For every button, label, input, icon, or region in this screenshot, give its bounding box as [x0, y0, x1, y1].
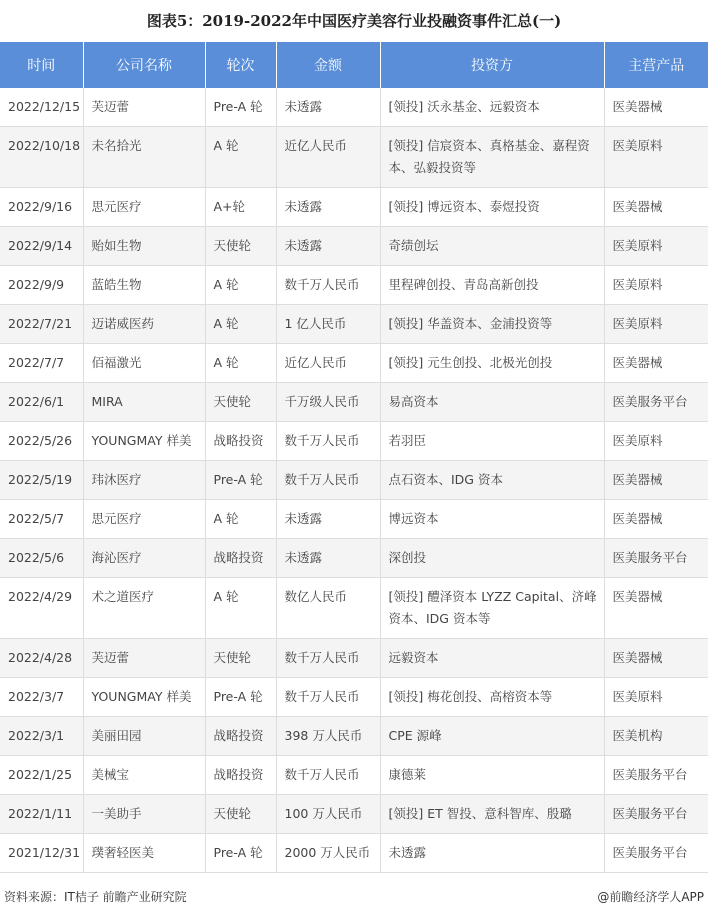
table-cell: 2000 万人民币 — [276, 834, 380, 873]
table-cell: 未透露 — [276, 188, 380, 227]
table-cell: 一美助手 — [83, 795, 205, 834]
table-cell: 美丽田园 — [83, 717, 205, 756]
table-row — [0, 188, 708, 227]
table-cell: MIRA — [83, 383, 205, 422]
table-cell: 2022/9/14 — [0, 227, 83, 266]
table-cell: 2022/9/16 — [0, 188, 83, 227]
table-row — [0, 539, 708, 578]
table-cell: A 轮 — [205, 344, 276, 383]
table-cell: 思元医疗 — [83, 500, 205, 539]
table-cell: Pre-A 轮 — [205, 88, 276, 127]
table-cell: 2022/1/11 — [0, 795, 83, 834]
table-cell: 易高资本 — [380, 383, 604, 422]
table-cell: 医美器械 — [604, 500, 708, 539]
table-cell: 2022/3/7 — [0, 678, 83, 717]
table-cell: 玮沐医疗 — [83, 461, 205, 500]
table-row — [0, 795, 708, 834]
table-cell: 2022/5/6 — [0, 539, 83, 578]
table-cell: 医美原料 — [604, 227, 708, 266]
table-cell: 医美服务平台 — [604, 383, 708, 422]
table-row — [0, 266, 708, 305]
table-cell: 医美原料 — [604, 678, 708, 717]
table-cell: 术之道医疗 — [83, 578, 205, 639]
table-cell: 近亿人民币 — [276, 127, 380, 188]
table-row — [0, 383, 708, 422]
table-cell: 未透露 — [276, 539, 380, 578]
table-cell: 1 亿人民币 — [276, 305, 380, 344]
table-cell: 数千万人民币 — [276, 678, 380, 717]
table-cell: 天使轮 — [205, 639, 276, 678]
table-cell: 医美器械 — [604, 188, 708, 227]
table-cell: 2021/12/31 — [0, 834, 83, 873]
table-cell: 里程碑创投、青岛高新创投 — [380, 266, 604, 305]
table-row — [0, 500, 708, 539]
table-cell: 医美原料 — [604, 305, 708, 344]
table-cell: A 轮 — [205, 127, 276, 188]
table-cell: 天使轮 — [205, 383, 276, 422]
table-cell: 医美机构 — [604, 717, 708, 756]
table-cell: 未透露 — [276, 227, 380, 266]
table-cell: 战略投资 — [205, 422, 276, 461]
table-cell: YOUNGMAY 样美 — [83, 678, 205, 717]
table-cell: 2022/4/29 — [0, 578, 83, 639]
table-cell: A 轮 — [205, 305, 276, 344]
table-cell: 100 万人民币 — [276, 795, 380, 834]
figure-title: 图表5：2019-2022年中国医疗美容行业投融资事件汇总(一) — [146, 12, 562, 30]
table-cell: 千万级人民币 — [276, 383, 380, 422]
table-cell: 医美器械 — [604, 639, 708, 678]
table-cell: 医美服务平台 — [604, 834, 708, 873]
table-cell: 若羽臣 — [380, 422, 604, 461]
table-cell: [领投] 沃永基金、远毅资本 — [380, 88, 604, 127]
table-cell: 思元医疗 — [83, 188, 205, 227]
table-row — [0, 344, 708, 383]
table-cell: [领投] 元生创投、北极光创投 — [380, 344, 604, 383]
table-cell: 芙迈蕾 — [83, 639, 205, 678]
table-cell: 医美器械 — [604, 461, 708, 500]
table-cell: 天使轮 — [205, 227, 276, 266]
table-cell: Pre-A 轮 — [205, 678, 276, 717]
table-cell: 2022/9/9 — [0, 266, 83, 305]
table-row — [0, 227, 708, 266]
table-cell: 数千万人民币 — [276, 756, 380, 795]
table-cell: 医美服务平台 — [604, 795, 708, 834]
table-header-row — [0, 42, 708, 88]
table-cell: 医美器械 — [604, 578, 708, 639]
table-cell: 2022/4/28 — [0, 639, 83, 678]
table-row — [0, 461, 708, 500]
table-cell: A 轮 — [205, 500, 276, 539]
table-cell: 数千万人民币 — [276, 639, 380, 678]
table-cell: 近亿人民币 — [276, 344, 380, 383]
table-cell: 博远资本 — [380, 500, 604, 539]
table-cell: 2022/5/19 — [0, 461, 83, 500]
brand-credit: @前瞻经济学人APP — [597, 890, 704, 904]
table-cell: 璞奢轻医美 — [83, 834, 205, 873]
table-cell: 医美原料 — [604, 266, 708, 305]
table-row — [0, 834, 708, 873]
table-cell: 康德莱 — [380, 756, 604, 795]
table-cell: 奇绩创坛 — [380, 227, 604, 266]
table-row — [0, 717, 708, 756]
table-cell: 点石资本、IDG 资本 — [380, 461, 604, 500]
table-cell: 数千万人民币 — [276, 266, 380, 305]
table-cell: Pre-A 轮 — [205, 834, 276, 873]
table-cell: 2022/3/1 — [0, 717, 83, 756]
table-row — [0, 422, 708, 461]
table-cell: [领投] 信宸资本、真格基金、嘉程资本、弘毅投资等 — [380, 127, 604, 188]
table-cell: 医美服务平台 — [604, 539, 708, 578]
table-cell: 海沁医疗 — [83, 539, 205, 578]
column-header: 金额 — [276, 42, 380, 88]
table-cell: 2022/5/26 — [0, 422, 83, 461]
table-cell: 芙迈蕾 — [83, 88, 205, 127]
column-header: 时间 — [0, 42, 83, 88]
table-cell: 深创投 — [380, 539, 604, 578]
table-cell: 天使轮 — [205, 795, 276, 834]
table-cell: Pre-A 轮 — [205, 461, 276, 500]
table-cell: A 轮 — [205, 578, 276, 639]
table-cell: 2022/1/25 — [0, 756, 83, 795]
column-header: 主营产品 — [604, 42, 708, 88]
table-cell: 2022/10/18 — [0, 127, 83, 188]
footer — [0, 888, 708, 905]
table-cell: 未名拾光 — [83, 127, 205, 188]
table-cell: 战略投资 — [205, 539, 276, 578]
table-cell: 佰福激光 — [83, 344, 205, 383]
column-header: 投资方 — [380, 42, 604, 88]
table-cell: A+轮 — [205, 188, 276, 227]
table-cell: 未透露 — [276, 88, 380, 127]
table-cell: 医美服务平台 — [604, 756, 708, 795]
table-cell: 战略投资 — [205, 717, 276, 756]
table-cell: 未透露 — [380, 834, 604, 873]
column-header: 轮次 — [205, 42, 276, 88]
table-cell: 蓝皓生物 — [83, 266, 205, 305]
table-row — [0, 305, 708, 344]
column-header: 公司名称 — [83, 42, 205, 88]
table-cell: [领投] 博远资本、泰煜投资 — [380, 188, 604, 227]
table-cell: 贻如生物 — [83, 227, 205, 266]
table-cell: 2022/5/7 — [0, 500, 83, 539]
table-cell: 2022/7/7 — [0, 344, 83, 383]
table-cell: 未透露 — [276, 500, 380, 539]
table-cell: [领投] 华盖资本、金浦投资等 — [380, 305, 604, 344]
table-row — [0, 678, 708, 717]
table-cell: 2022/12/15 — [0, 88, 83, 127]
table-cell: 医美原料 — [604, 127, 708, 188]
table-row — [0, 578, 708, 639]
table-cell: 2022/7/21 — [0, 305, 83, 344]
table-cell: YOUNGMAY 样美 — [83, 422, 205, 461]
table-cell: 战略投资 — [205, 756, 276, 795]
table-cell: 医美原料 — [604, 422, 708, 461]
table-cell: CPE 源峰 — [380, 717, 604, 756]
table-row — [0, 639, 708, 678]
table-cell: 数千万人民币 — [276, 461, 380, 500]
table-cell: A 轮 — [205, 266, 276, 305]
table-cell: [领投] ET 智投、意科智库、殷璐 — [380, 795, 604, 834]
table-row — [0, 127, 708, 188]
table-cell: 医美器械 — [604, 88, 708, 127]
table-cell: 2022/6/1 — [0, 383, 83, 422]
table-cell: 数亿人民币 — [276, 578, 380, 639]
table-cell: 数千万人民币 — [276, 422, 380, 461]
table-cell: [领投] 醴泽资本 LYZZ Capital、济峰资本、IDG 资本等 — [380, 578, 604, 639]
table-cell: 398 万人民币 — [276, 717, 380, 756]
table-cell: 迈诺威医药 — [83, 305, 205, 344]
source-note: 资料来源：IT桔子 前瞻产业研究院 — [4, 890, 187, 904]
table-cell: 医美器械 — [604, 344, 708, 383]
table-cell: 美械宝 — [83, 756, 205, 795]
table-row — [0, 88, 708, 127]
investment-table — [0, 42, 708, 873]
table-row — [0, 756, 708, 795]
table-cell: 远毅资本 — [380, 639, 604, 678]
table-cell: [领投] 梅花创投、高榕资本等 — [380, 678, 604, 717]
